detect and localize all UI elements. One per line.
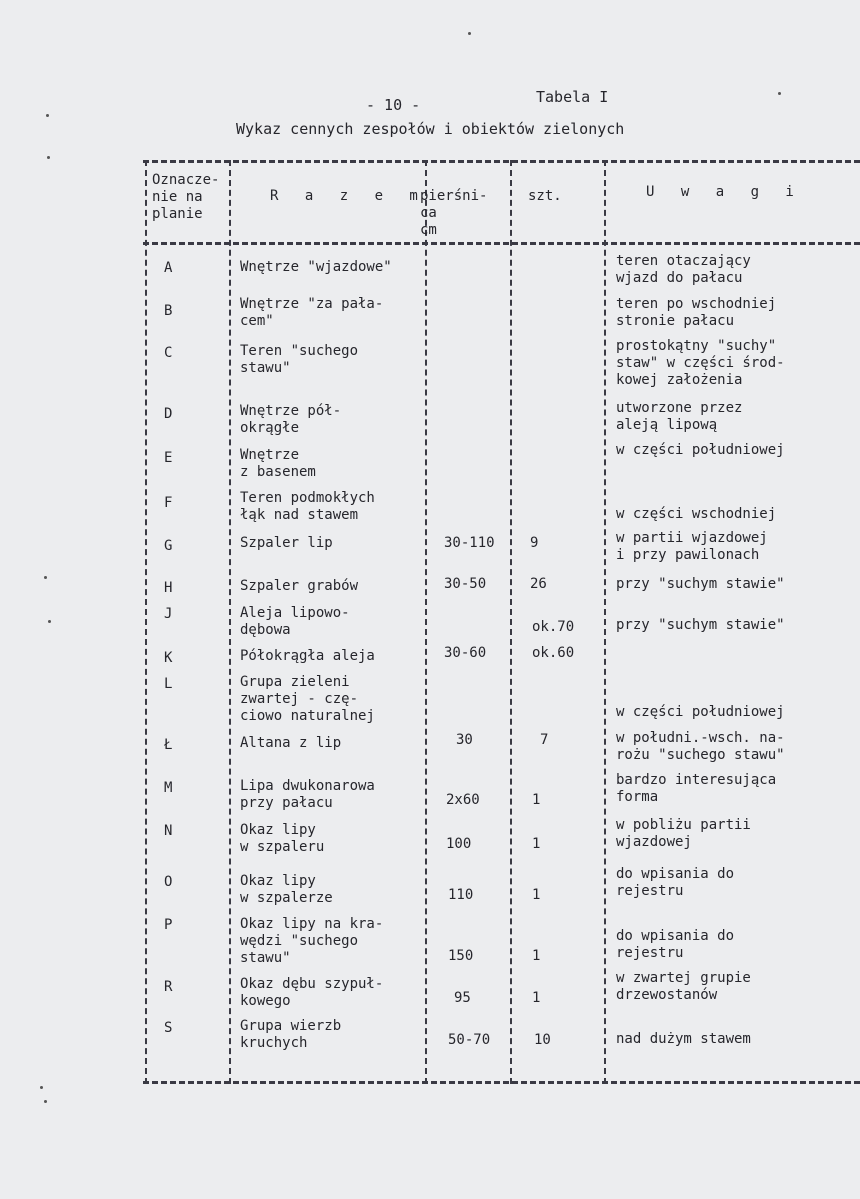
row-name: Teren podmokłych łąk nad stawem <box>240 490 375 523</box>
row-notes: w zwartej grupie drzewostanów <box>616 970 751 1003</box>
row-name: Okaz lipy na kra- wędzi "suchego stawu" <box>240 916 384 966</box>
row-count: ok.60 <box>532 645 575 661</box>
row-notes: nad dużym stawem <box>616 1031 751 1047</box>
row-count: 9 <box>530 535 539 551</box>
page-number: - 10 - <box>366 96 421 114</box>
row-name: Okaz lipy w szpaleru <box>240 822 325 855</box>
row-count: 10 <box>534 1032 551 1048</box>
row-code: S <box>164 1020 173 1036</box>
row-girth: 110 <box>448 887 474 903</box>
row-notes: teren po wschodniej stronie pałacu <box>616 296 777 329</box>
row-code: O <box>164 874 173 890</box>
header-notes: U w a g i <box>646 184 803 200</box>
row-code: A <box>164 260 173 276</box>
row-name: Wnętrze "wjazdowe" <box>240 259 392 275</box>
table-bottom-rule <box>143 1081 860 1084</box>
row-code: B <box>164 303 173 319</box>
row-girth: 30-110 <box>444 535 495 551</box>
row-girth: 95 <box>454 990 471 1006</box>
row-name: Grupa zieleni zwartej - czę- ciowo naturalnej <box>240 674 375 724</box>
row-name: Wnętrze "za pała- cem" <box>240 296 384 329</box>
row-count: 1 <box>532 948 541 964</box>
row-notes: w pobliżu partii wjazdowej <box>616 817 751 850</box>
row-name: Altana z lip <box>240 735 342 751</box>
table-label: Tabela I <box>536 88 609 106</box>
header-girth: pierśni- ca cm <box>420 188 488 238</box>
row-name: Półokrągła aleja <box>240 648 375 664</box>
row-girth: 150 <box>448 948 474 964</box>
scan-speck <box>47 156 50 159</box>
row-notes: teren otaczający wjazd do pałacu <box>616 253 751 286</box>
row-code: K <box>164 650 173 666</box>
row-girth: 100 <box>446 836 472 852</box>
row-name: Wnętrze pół- okrągłe <box>240 403 342 436</box>
row-notes: przy "suchym stawie" <box>616 617 785 633</box>
row-code: P <box>164 917 173 933</box>
column-divider <box>229 160 231 1084</box>
scan-speck <box>48 620 51 623</box>
document-title: Wykaz cennych zespołów i obiektów zielonych <box>236 120 625 138</box>
row-name: Lipa dwukonarowa przy pałacu <box>240 778 375 811</box>
row-name: Okaz lipy w szpalerze <box>240 873 333 906</box>
row-name: Okaz dębu szypuł- kowego <box>240 976 384 1009</box>
row-girth: 2x60 <box>446 792 480 808</box>
row-name: Wnętrze z basenem <box>240 447 316 480</box>
row-count: ok.70 <box>532 619 575 635</box>
row-name: Szpaler grabów <box>240 578 359 594</box>
row-notes: w części południowej <box>616 442 785 458</box>
row-girth: 50-70 <box>448 1032 491 1048</box>
row-code: N <box>164 823 173 839</box>
row-name: Aleja lipowo- dębowa <box>240 605 350 638</box>
row-code: H <box>164 580 173 596</box>
column-divider <box>425 160 427 1084</box>
row-code: C <box>164 345 173 361</box>
row-name: Teren "suchego stawu" <box>240 343 359 376</box>
scan-speck <box>468 32 471 35</box>
row-notes: w części południowej <box>616 704 785 720</box>
row-notes: przy "suchym stawie" <box>616 576 785 592</box>
row-code: M <box>164 780 173 796</box>
header-code: Oznacze- nie na planie <box>152 172 220 222</box>
row-name: Grupa wierzb kruchych <box>240 1018 342 1051</box>
row-notes: w części wschodniej <box>616 506 777 522</box>
header-bottom-rule <box>143 242 860 245</box>
row-count: 1 <box>532 990 541 1006</box>
row-count: 1 <box>532 887 541 903</box>
header-name: R a z e m <box>270 188 427 204</box>
header-count: szt. <box>528 188 562 204</box>
row-name: Szpaler lip <box>240 535 333 551</box>
row-girth: 30-60 <box>444 645 487 661</box>
row-notes: utworzone przez aleją lipową <box>616 400 743 433</box>
row-code: G <box>164 538 173 554</box>
row-count: 7 <box>540 732 549 748</box>
row-notes: do wpisania do rejestru <box>616 866 735 899</box>
column-divider <box>604 160 606 1084</box>
row-notes: w partii wjazdowej i przy pawilonach <box>616 530 768 563</box>
row-count: 1 <box>532 792 541 808</box>
scan-speck <box>778 92 781 95</box>
row-code: R <box>164 979 173 995</box>
scan-speck <box>40 1086 43 1089</box>
row-count: 1 <box>532 836 541 852</box>
row-code: L <box>164 676 173 692</box>
row-notes: prostokątny "suchy" staw" w części środ- kowej założenia <box>616 338 785 388</box>
scan-speck <box>44 1100 47 1103</box>
row-code: J <box>164 606 173 622</box>
row-code: D <box>164 406 173 422</box>
table-top-rule <box>143 160 860 163</box>
row-girth: 30-50 <box>444 576 487 592</box>
row-count: 26 <box>530 576 547 592</box>
row-notes: bardzo interesująca forma <box>616 772 777 805</box>
scan-speck <box>46 114 49 117</box>
row-code: Ł <box>164 737 173 753</box>
row-notes: do wpisania do rejestru <box>616 928 735 961</box>
column-divider <box>145 160 147 1084</box>
row-notes: w południ.-wsch. na- rożu "suchego stawu" <box>616 730 785 763</box>
row-code: E <box>164 450 173 466</box>
column-divider <box>510 160 512 1084</box>
row-code: F <box>164 495 173 511</box>
row-girth: 30 <box>456 732 473 748</box>
scan-speck <box>44 576 47 579</box>
